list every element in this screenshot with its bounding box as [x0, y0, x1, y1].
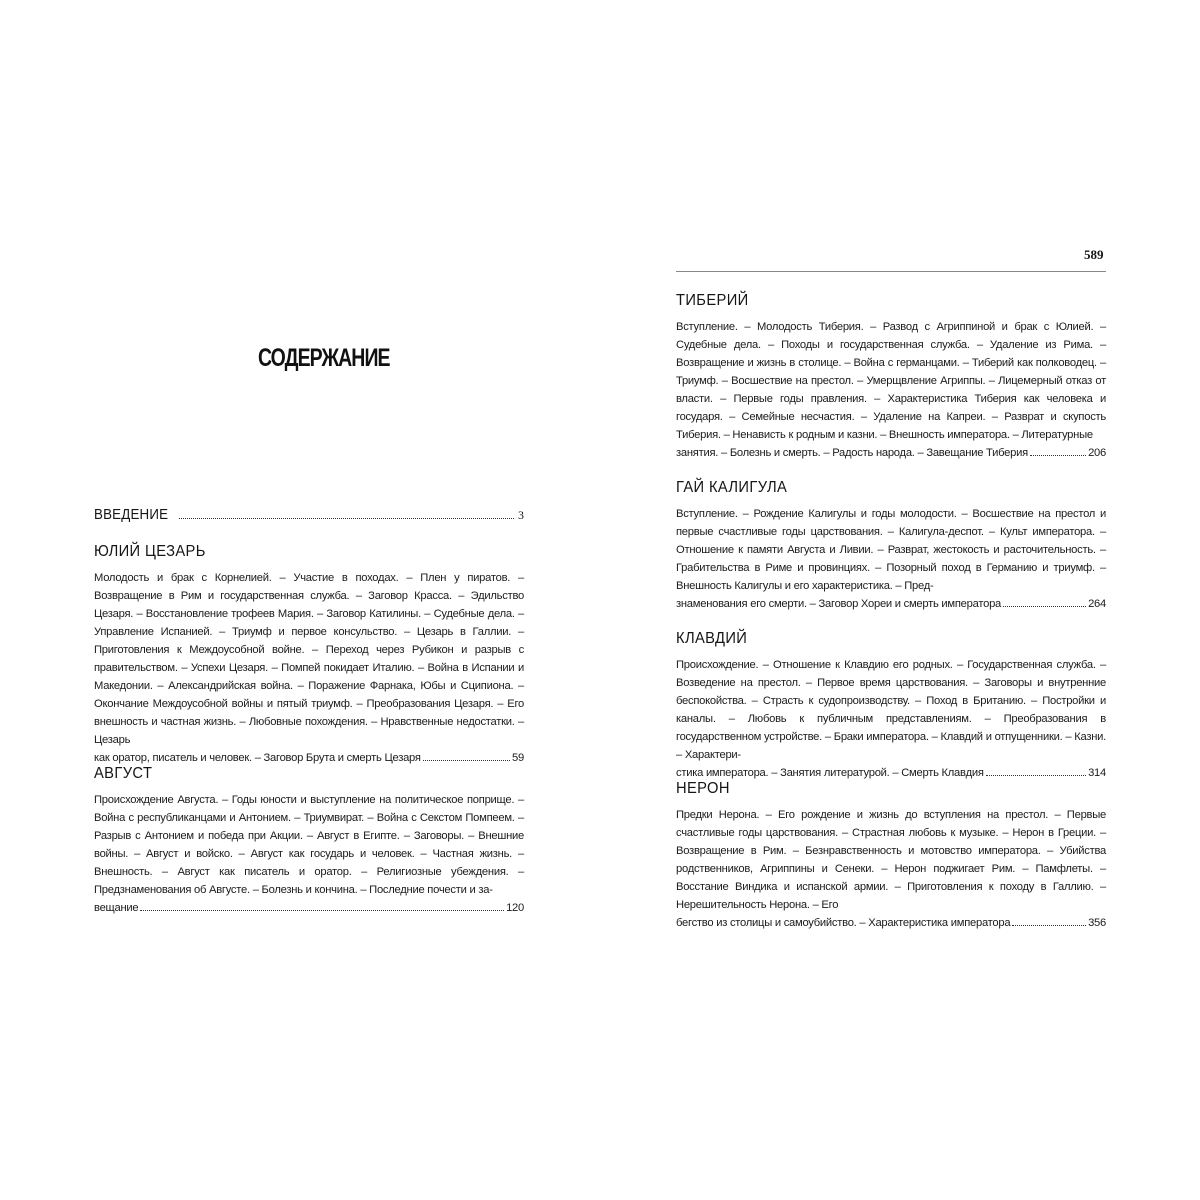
section-summary	[676, 656, 1106, 782]
section-last-line-text: вещание	[94, 902, 139, 914]
toc-entry-label: ВВЕДЕНИЕ	[94, 507, 169, 523]
section-last-line	[676, 595, 1106, 613]
section-summary	[676, 806, 1106, 932]
toc-page-number: 314	[1088, 767, 1106, 779]
section-last-line	[676, 444, 1106, 462]
section-last-line-text: бегство из столицы и самоубийство. – Характеристика императора	[676, 917, 1011, 929]
toc-page-number: 264	[1088, 598, 1106, 610]
dot-leader	[140, 910, 504, 911]
toc-page-number: 59	[512, 752, 524, 764]
toc-section-claudius[interactable]	[676, 630, 1106, 782]
dot-leader	[1030, 455, 1086, 456]
dot-leader	[986, 775, 1086, 776]
section-summary	[94, 791, 524, 917]
dot-leader	[179, 518, 514, 519]
section-last-line-text: как оратор, писатель и человек. – Заговор Брута и смерть Цезаря	[94, 752, 421, 764]
section-last-line-text: знаменования его смерти. – Заговор Хореи и смерть императора	[676, 598, 1002, 610]
section-summary	[676, 318, 1106, 462]
dot-leader	[423, 760, 510, 761]
section-heading: АВГУСТ	[94, 765, 153, 782]
toc-page-number: 206	[1088, 447, 1106, 459]
section-summary-text: Происхождение. – Отношение к Клавдию его родных. – Государственная служба. – Возведение на престол. – Первое время царствования. – Заговоры и внутренние беспокойства. – Страсть к судопроизводству. – Поход в Британию. – Постройки и каналы. – Любовь к публичным представлениям. – Преобразования в государственном устройстве. – Браки императора. – Клавдий и отпущенники. – Казни. – Характери-	[676, 659, 1106, 761]
section-summary-text: Молодость и брак с Корнелией. – Участие в походах. – Плен у пиратов. – Возвращение в Рим и государственная служба. – Заговор Красса. – Эдильство Цезаря. – Восстановление трофеев Мария. – Заговор Катилины. – Судебные дела. – Управление Испанией. – Триумф и первое консульство. – Цезарь в Галлии. – Приготовления к Междоусобной войне. – Переход через Рубикон и разрыв с правительством. – Успехи Цезаря. – Помпей покидает Италию. – Война в Испании и Македонии. – Александрийская война. – Поражение Фарнака, Юбы и Сципиона. – Окончание Междоусобной войны и пятый триумф. – Преобразования Цезаря. – Его внешность и частная жизнь. – Любовные похождения. – Нравственные недостатки. – Цезарь	[94, 572, 524, 746]
section-summary-text: Вступление. – Рождение Калигулы и годы молодости. – Восшествие на престол и первые счастливые годы царствования. – Калигула-деспот. – Культ императора. – Отношение к памяти Августа и Ливии. – Разврат, жестокость и расточительность. – Грабительства в Риме и провинциях. – Позорный поход в Германию и триумф. – Внешность Калигулы и его характеристика. – Пред-	[676, 508, 1106, 592]
section-last-line	[676, 914, 1106, 932]
dot-leader	[1003, 606, 1086, 607]
toc-page-number: 356	[1088, 917, 1106, 929]
running-page-number: 589	[1084, 247, 1104, 262]
section-last-line-text: стика императора. – Занятия литературой. – Смерть Клавдия	[676, 767, 984, 779]
right-page	[600, 0, 1200, 1200]
toc-page-number: 120	[506, 902, 524, 914]
section-summary	[94, 569, 524, 767]
toc-section-caligula[interactable]	[676, 479, 1106, 613]
section-last-line-text: занятия. – Болезнь и смерть. – Радость народа. – Завещание Тиберия	[676, 447, 1028, 459]
section-last-line	[94, 899, 524, 917]
toc-entry-intro[interactable]	[94, 507, 524, 523]
toc-section-augustus[interactable]	[94, 765, 524, 917]
section-heading: ЮЛИЙ ЦЕЗАРЬ	[94, 543, 206, 560]
section-heading: ТИБЕРИЙ	[676, 292, 749, 309]
toc-section-nero[interactable]	[676, 780, 1106, 932]
section-summary-text: Вступление. – Молодость Тиберия. – Развод с Агриппиной и брак с Юлией. – Судебные дела. – Походы и государственная служба. – Удаление из Рима. – Возвращение и жизнь в столице. – Война с германцами. – Тиберий как полководец. – Триумф. – Восшествие на престол. – Умерщвление Агриппы. – Лицемерный отказ от власти. – Первые годы правления. – Характеристика Тиберия как человека и государя. – Семейные несчастия. – Удаление на Капреи. – Разврат и скупость Тиберия. – Ненависть к родным и казни. – Внешность императора. – Литературные	[676, 321, 1106, 441]
section-summary-text: Происхождение Августа. – Годы юности и выступление на политическое поприще. – Война с республиканцами и Антонием. – Триумвират. – Война с Секстом Помпеем. – Разрыв с Антонием и победа при Акции. – Август в Египте. – Заговоры. – Внешние войны. – Август и войско. – Август как государь и человек. – Частная жизнь. – Внешность. – Август как писатель и оратор. – Религиозные убеждения. – Предзнаменования об Августе. – Болезнь и кончина. – Последние почести и за-	[94, 794, 524, 896]
section-heading: НЕРОН	[676, 780, 730, 797]
section-summary	[676, 505, 1106, 613]
toc-section-tiberius[interactable]	[676, 292, 1106, 462]
section-heading: ГАЙ КАЛИГУЛА	[676, 479, 788, 496]
section-summary-text: Предки Нерона. – Его рождение и жизнь до вступления на престол. – Первые счастливые годы царствования. – Страстная любовь к музыке. – Нерон в Греции. – Возвращение в Рим. – Безнравственность и мотовство императора. – Убийства родственников, Агриппины и Сенеки. – Нерон поджигает Рим. – Памфлеты. – Восстание Виндика и испанской армии. – Приготовления к походу в Галлию. – Нерешительность Нерона. – Его	[676, 809, 1106, 911]
toc-page-number: 3	[518, 508, 524, 522]
section-heading: КЛАВДИЙ	[676, 630, 748, 647]
header-rule	[676, 271, 1106, 272]
page-title: СОДЕРЖАНИЕ	[258, 344, 390, 372]
toc-section-caesar[interactable]	[94, 543, 524, 767]
dot-leader	[1012, 925, 1086, 926]
